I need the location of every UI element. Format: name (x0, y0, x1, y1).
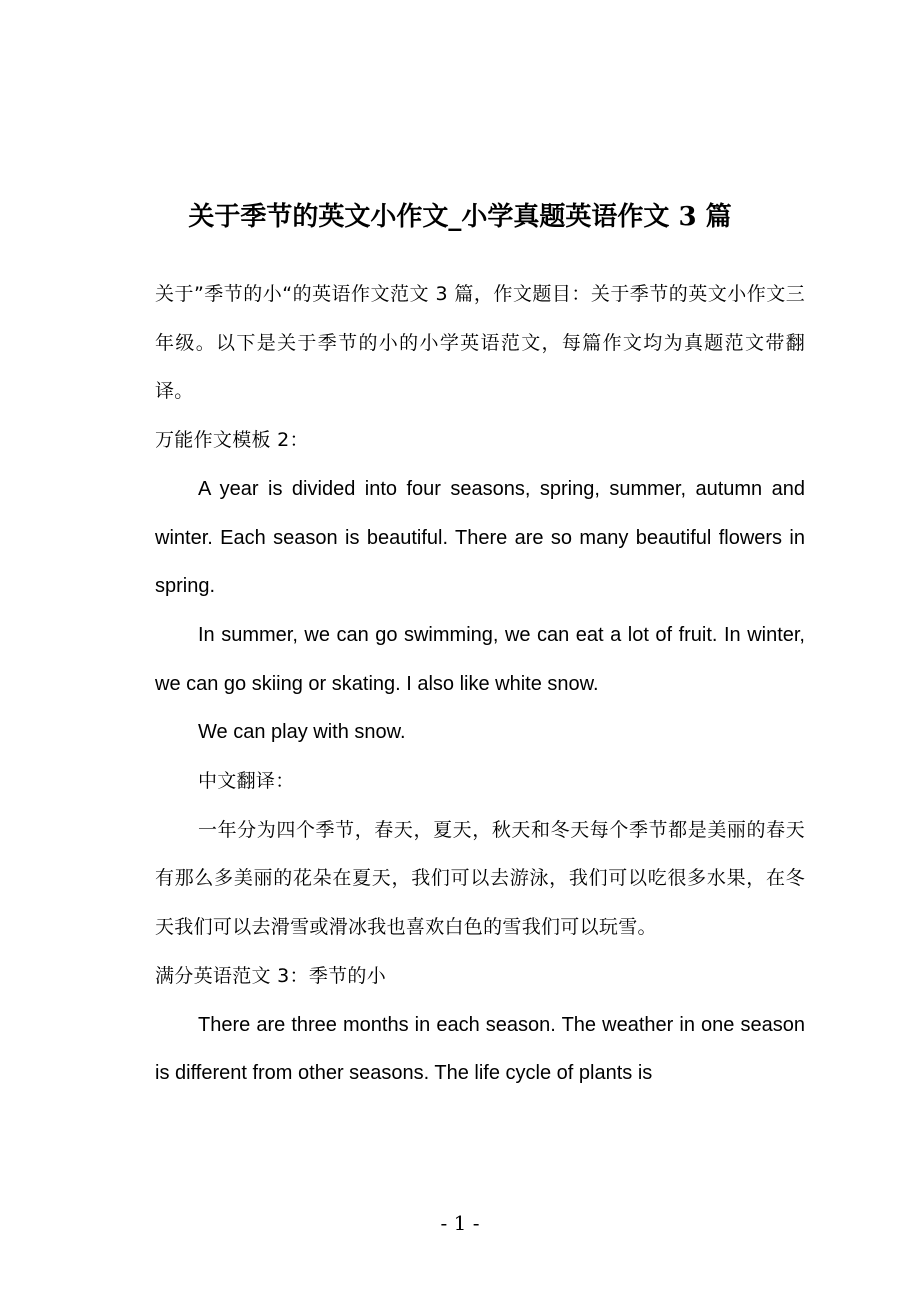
page-number: - 1 - (440, 1211, 480, 1235)
document-body (155, 270, 805, 1098)
intro-paragraph: 关于”季节的小“的英语作文范文 3 篇，作文题目：关于季节的英文小作文三年级。以下是关于季节的小的小学英语范文，每篇作文均为真题范文带翻译。 (155, 283, 805, 403)
section-heading-essay-3: 满分英语范文 3：季节的小 (155, 964, 387, 987)
document-title: 关于季节的英文小作文_小学真题英语作文 3 篇 (188, 202, 732, 232)
translation-heading: 中文翻译： (198, 770, 295, 793)
english-paragraph-1: A year is divided into four seasons, spring, summer, autumn and winter. Each season is beautiful. There are so many beautiful flowers in spring. (155, 477, 805, 598)
english-paragraph-3: We can play with snow. (198, 721, 406, 744)
english-paragraph-2: In summer, we can go swimming, we can eat a lot of fruit. In winter, we can go skiing or skating. I also like white snow. (155, 623, 805, 695)
english-paragraph-4: There are three months in each season. The weather in one season is different from other seasons. The life cycle of plants is (155, 1013, 805, 1085)
chinese-translation-paragraph: 一年分为四个季节，春天，夏天，秋天和冬天每个季节都是美丽的春天有那么多美丽的花朵在夏天，我们可以去游泳，我们可以吃很多水果，在冬天我们可以去滑雪或滑冰我也喜欢白色的雪我们可以玩雪。 (155, 818, 805, 939)
section-heading-template-2: 万能作文模板 2： (155, 429, 309, 452)
